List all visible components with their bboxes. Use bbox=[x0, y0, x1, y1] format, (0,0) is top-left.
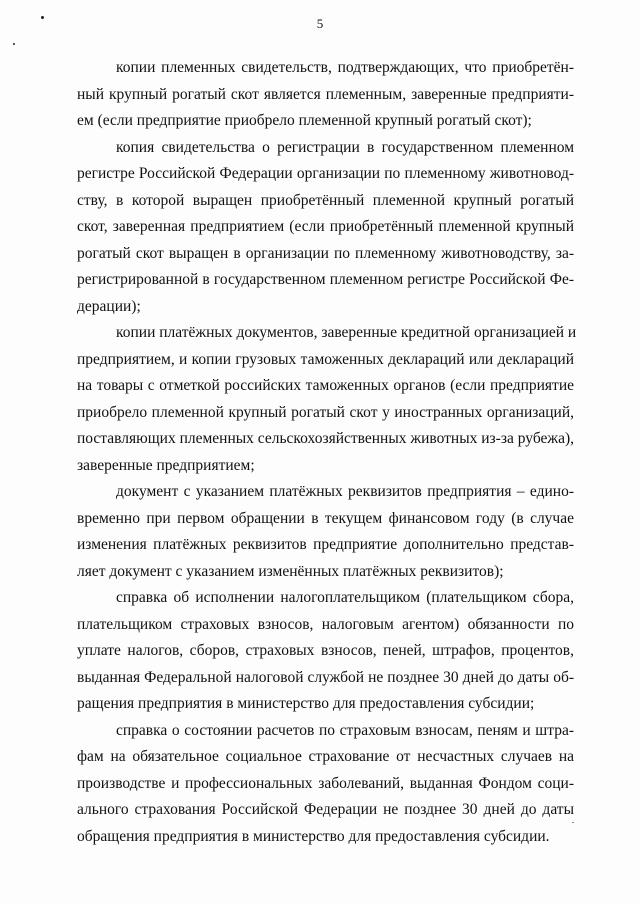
text-line: справка об исполнении налогоплательщиком (плательщиком сбора, bbox=[116, 589, 574, 606]
text-line: уплате налогов, сборов, страховых взносов, пеней, штрафов, процентов, bbox=[77, 642, 574, 659]
paragraph-5 bbox=[77, 585, 574, 718]
text-line: временно при первом обращении в текущем финансовом году (в случае bbox=[77, 509, 574, 527]
text-line: копии платёжных документов, заверенные кредитной организацией и bbox=[116, 324, 577, 341]
document-body bbox=[77, 55, 577, 850]
text-line: на товары с отметкой российских таможенных органов (если предприятие bbox=[77, 377, 574, 394]
text-line: приобрело племенной крупный рогатый скот у иностранных организаций, bbox=[77, 403, 574, 421]
text-line: дерации); bbox=[77, 297, 141, 315]
text-line: ем (если предприятие приобрело племенной крупный рогатый скот); bbox=[77, 112, 532, 129]
text-line: обращения предприятия в министерство для предоставления субсидии. bbox=[77, 827, 550, 845]
text-line: ляет документ с указанием изменённых платёжных реквизитов); bbox=[77, 562, 504, 580]
text-line: изменения платёжных реквизитов предприятие дополнительно представ- bbox=[77, 536, 574, 553]
paragraph-6 bbox=[77, 718, 574, 851]
text-line: выданная Федеральной налоговой службой не позднее 30 дней до даты об- bbox=[77, 668, 574, 686]
text-line: ращения предприятия в министерство для предоставления субсидии; bbox=[77, 695, 535, 712]
paragraph-3 bbox=[77, 320, 577, 479]
page-number: 5 bbox=[316, 16, 324, 31]
text-line: поставляющих племенных сельскохозяйственных животных из-за рубежа), bbox=[77, 430, 574, 447]
text-line: скот, заверенная предприятием (если приобретённый племенной крупный bbox=[77, 218, 574, 235]
text-line: регистре Российской Федерации организации по племенному животновод- bbox=[77, 165, 574, 182]
text-line: регистрированной в государственном племенном регистре Российской Фе- bbox=[77, 271, 574, 288]
text-line: ный крупный рогатый скот является племенным, заверенные предприяти- bbox=[77, 85, 574, 103]
text-line: предприятием, и копии грузовых таможенных деклараций или деклараций bbox=[77, 350, 574, 368]
text-line: рогатый скот выращен в организации по племенному животноводству, за- bbox=[77, 244, 574, 262]
text-line: документ с указанием платёжных реквизитов предприятия – едино- bbox=[116, 483, 574, 500]
paragraph-2 bbox=[77, 135, 574, 321]
paragraph-4 bbox=[77, 479, 574, 585]
text-line: заверенные предприятием; bbox=[77, 456, 255, 474]
scan-artifact-dot bbox=[13, 43, 15, 45]
text-line: копии племенных свидетельств, подтверждающих, что приобретён- bbox=[116, 59, 574, 76]
text-line: ального страхования Российской Федерации не позднее 30 дней до даты bbox=[77, 801, 574, 818]
text-line: плательщиком страховых взносов, налоговым агентом) обязанности по bbox=[77, 615, 574, 633]
text-line: фам на обязательное социальное страхование от несчастных случаев на bbox=[77, 748, 574, 765]
text-line: копия свидетельства о регистрации в государственном племенном bbox=[116, 138, 574, 156]
text-line: производстве и профессиональных заболеваний, выданная Фондом соци- bbox=[77, 774, 574, 792]
text-line: ству, в которой выращен приобретённый племенной крупный рогатый bbox=[77, 191, 574, 209]
paragraph-1 bbox=[77, 55, 574, 135]
text-line: справка о состоянии расчетов по страховым взносам, пеням и штра- bbox=[116, 721, 574, 739]
